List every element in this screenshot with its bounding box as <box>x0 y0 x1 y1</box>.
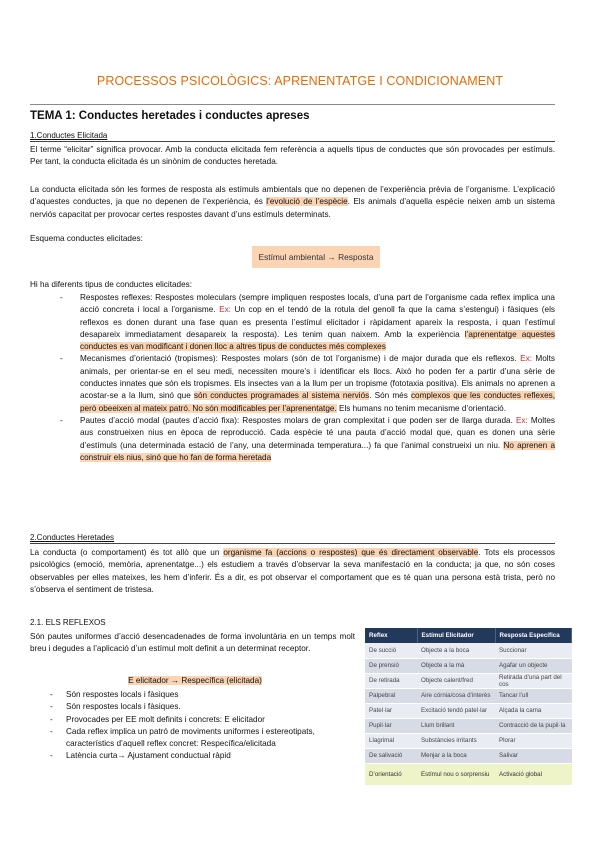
table-row <box>365 658 572 673</box>
table-row <box>365 673 572 688</box>
table-row <box>365 763 572 785</box>
text-span: Són respostes locals i fàsiques. <box>66 702 181 712</box>
section-divider <box>30 543 555 544</box>
table-row <box>365 733 572 748</box>
table-cell: De retirada <box>365 673 417 688</box>
text-span: La conducta elicitada són les formes de resposta als estímuls ambientals que no depenen de l’experiència prèvia de l’organisme. L’explicació d’aquestes conductes, ja que no depenen de l’experiència, és <box>30 185 555 207</box>
table-cell: Estímul nou o sorprensiu <box>417 763 495 785</box>
topic-title: TEMA 1: Conductes heretades i conductes apreses <box>30 110 310 122</box>
example-label: Ex: <box>219 305 231 315</box>
table-cell: Plorar <box>495 733 572 748</box>
table-row <box>365 643 572 658</box>
text-span: Moltes aus construeixen nius en època de reproducció. Cada espècie té una pauta d’acció modal que, quan es donen una sèrie d’estímuls (una determinada estació de l’any, una determinada temperatura...) fa que l’animal construeixi un niu. <box>80 415 556 450</box>
list-item <box>30 714 360 726</box>
paragraph-elicited-forms <box>30 184 555 221</box>
column-header: Estímul Elicitador <box>417 628 495 643</box>
list-item <box>30 701 360 713</box>
example-label: Ex: <box>515 415 528 425</box>
document-title: PROCESSOS PSICOLÒGICS: APRENENTATGE I CONDICIONAMENT <box>96 74 504 88</box>
table-cell: De succió <box>365 643 417 658</box>
column-header: Reflex <box>365 628 417 643</box>
table-cell: Salivar <box>495 748 572 763</box>
reflex-formula <box>30 675 360 687</box>
text-span: Els humans no tenim mecanisme d’orientació. <box>336 403 506 413</box>
text-span: La conducta (o comportament) és tot allò que un <box>30 548 224 557</box>
dash: - <box>50 751 53 761</box>
section-heading-reflexes: 2.1. ELS REFLEXOS <box>30 618 106 627</box>
table-cell: Pupil·lar <box>365 718 417 733</box>
text-span: Provocades per EE molt definits i concrets: E elicitador <box>66 714 265 724</box>
dash: - <box>50 702 53 712</box>
dash: - <box>50 726 53 736</box>
title-divider <box>30 104 555 105</box>
paragraph-elicit-definition: El terme “elicitar” significa provocar. Amb la conducta elicitada fem referència a aquells tipus de conductes que són provocades per estímuls. Per tant, la conducta elicitada és un sinònim de conductes heretada. <box>30 145 555 167</box>
table-row <box>365 718 572 733</box>
table-cell: D’orientació <box>365 763 417 785</box>
reflex-properties-list <box>30 689 360 763</box>
dash: - <box>50 690 53 699</box>
table-cell: Agafar un objecte <box>495 658 572 673</box>
column-header: Resposta Específica <box>495 628 572 643</box>
text-span: . Tots els processos psicològics (emoció, memòria, aprenentatge...) els estudiem a través d’observar la seva manifestació en la conducta; ja que, no són coses observables per elles mateixes, les hem d’inferir. És a dir, es pot observar el comportament que es té quan una persona està trista, però no s’observa el sentiment de tristesa. <box>30 548 556 594</box>
table-cell: Palpebral <box>365 688 417 703</box>
table-cell: Objecte calent/fred <box>417 673 495 688</box>
table-cell: Objecte a la mà <box>417 658 495 673</box>
table-cell: Alçada la cama <box>495 703 572 718</box>
text-span: Latència curta→ Ajustament conductual ràpid <box>66 751 231 761</box>
dash: - <box>60 354 63 364</box>
table-cell: Llagrimal <box>365 733 417 748</box>
table-cell: Activació global <box>495 763 572 785</box>
text-span: Pautes d’acció modal (pautes d’acció fixa): Respostes molars de gran complexitat i que poden ser de llarga durada. <box>80 415 516 425</box>
text-span: Respostes reflexes: Respostes moleculars (sempre impliquen respostes locals, d’una part de l’organisme cada reflex implica una acció concreta i local a l’organisme. <box>80 293 555 315</box>
paragraph-reflexes: Són pautes uniformes d’acció desencadenades de forma involuntària en un temps molt breu i degudes a l’aplicació d’un estímul molt definit a un determinat receptor. <box>30 632 355 654</box>
table-cell: De salivació <box>365 748 417 763</box>
table-cell: Menjar a la boca <box>417 748 495 763</box>
text-span: Un cop en el tendó de la rotula del genoll fa que la cama s’estengui) i fàsiques (els reflexos es donen durant una fase quan es presenta l’estímul elicitador i ràpidament apareix la resposta, i quan l’estímul desapareix immediatament desapareix la resposta). Les tenim quan naixem. Amb la experiència <box>80 305 555 339</box>
list-item <box>30 689 360 701</box>
elicited-types-list <box>30 292 555 464</box>
table-cell: Aire córnia/cosa d’interès <box>417 688 495 703</box>
table-cell: Succionar <box>495 643 572 658</box>
table-cell: Patel·lar <box>365 703 417 718</box>
highlight: No aprenen a construir els nius, sinó que ho fan de forma heretada <box>80 440 555 462</box>
highlight: E elicitador → Respecífica (elicitada) <box>128 676 262 685</box>
highlight-evolution: l’evolució de l’espècie <box>266 197 348 207</box>
schema-box: Estímul ambiental → Resposta <box>252 246 380 268</box>
text-span: Mecanismes d’orientació (tropismes): Respostes molars (són de tot l’organisme) i de major durada que els reflexos. <box>80 354 521 364</box>
list-item <box>30 353 555 414</box>
text-span: Cada reflex implica un patró de moviments uniformes i estereotipats, característics d’aquell reflex concret: Respecífica/elicitada <box>66 726 315 749</box>
table-cell: Contracció de la pupil·la <box>495 718 572 733</box>
table-cell: Retirada d’una part del cos <box>495 673 572 688</box>
table-row <box>365 688 572 703</box>
list-item <box>30 292 555 353</box>
schema-label: Esquema conductes elicitades: <box>30 234 143 243</box>
paragraph-behavior <box>30 547 555 596</box>
text-span: . Els animals d’aquella espècie neixen amb un sistema nerviós capacitat per provocar certes respostes davant d’uns estímuls determinats. <box>30 197 555 219</box>
reflex-table <box>365 628 572 786</box>
table-cell: Substàncies irritants <box>417 733 495 748</box>
dash: - <box>50 714 53 724</box>
highlight-observable: organisme fa (accions o respostes) que és directament observable <box>223 548 479 557</box>
section-divider <box>30 141 555 142</box>
table-header-row <box>365 628 572 643</box>
text-span: Molts animals, per orientar-se en el seu medi, necessiten moure’s i identificar els llocs. Això ho poden fer a partir d’una sèrie de conductes innates que són els tropismes. Els insectes van a la llum per un tropisme (fototaxia positiva). Els animals no aprenen a acostar-se a la llum, sinó que <box>80 354 555 401</box>
section-heading-elicited: 1.Conductes Elicitada <box>30 131 108 140</box>
text-span: Són respostes locals i fàsiques <box>66 690 179 699</box>
dash: - <box>60 293 63 302</box>
section-heading-inherited: 2.Conductes Heretades <box>30 533 115 542</box>
dash: - <box>60 415 63 425</box>
table-cell: Llum brillant <box>417 718 495 733</box>
table-row <box>365 748 572 763</box>
types-intro: Hi ha diferents tipus de conductes elicitades: <box>30 280 193 289</box>
list-item <box>30 415 555 464</box>
table-cell: Tancar l’ull <box>495 688 572 703</box>
example-label: Ex: <box>520 354 532 364</box>
table-cell: Excitació tendó patel·lar <box>417 703 495 718</box>
table-cell: De prensió <box>365 658 417 673</box>
list-item <box>30 726 360 751</box>
list-item <box>30 750 360 762</box>
table-row <box>365 703 572 718</box>
highlight: complexos que les conductes reflexes, però obeeixen al mateix patró. No són modificables per l’aprenentatge. <box>80 391 555 413</box>
table-cell: Objecte a la boca <box>417 643 495 658</box>
highlight: l’aprenentatge aquestes conductes es van modificant i donen lloc a altres tipus de conductes més complexes <box>80 329 555 352</box>
text-span: . Són més <box>369 391 411 401</box>
highlight: són conductes programades al sistema nerviós <box>193 391 370 401</box>
